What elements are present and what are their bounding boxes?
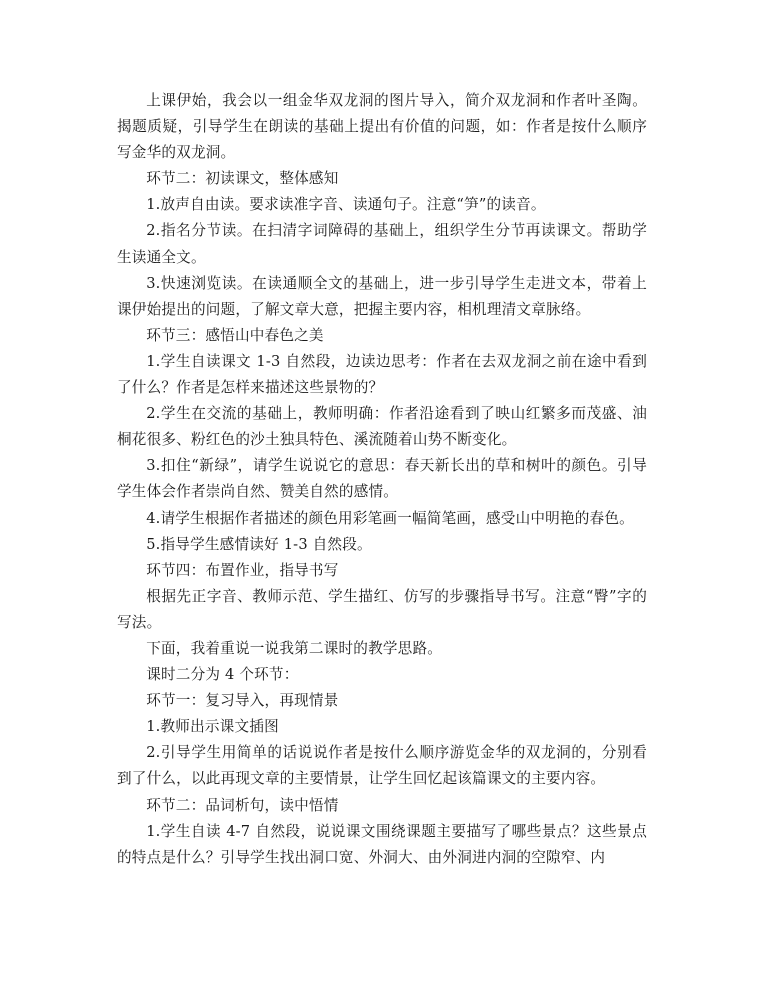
paragraph: 3.快速浏览读。在读通顺全文的基础上，进一步引导学生走进文本，带着上课伊始提出的问题，了解文章大意，把握主要内容，相机理清文章脉络。 <box>117 274 647 318</box>
paragraph: 上课伊始，我会以一组金华双龙洞的图片导入，简介双龙洞和作者叶圣陶。揭题质疑，引导学生在朗读的基础上提出有价值的问题，如：作者是按什么顺序写金华的双龙洞。 <box>117 92 647 162</box>
document-body <box>117 88 647 871</box>
paragraph: 4.请学生根据作者描述的颜色用彩笔画一幅简笔画，感受山中明艳的春色。 <box>146 509 634 527</box>
paragraph: 1.放声自由读。要求读准字音、读通句子。注意“笋”的读音。 <box>146 196 546 214</box>
paragraph: 3.扣住“新绿”，请学生说说它的意思：春天新长出的草和树叶的颜色。引导学生体会作者崇尚自然、赞美自然的感情。 <box>117 457 647 501</box>
section-heading: 环节二：品词析句，读中悟情 <box>146 796 339 814</box>
paragraph: 2.指名分节读。在扫清字词障碍的基础上，组织学生分节再读课文。帮助学生读通全文。 <box>117 222 647 266</box>
section-heading: 环节四：布置作业，指导书写 <box>146 561 339 579</box>
paragraph: 1.学生自读 4-7 自然段，说说课文围绕课题主要描写了哪些景点？这些景点的特点是什么？引导学生找出洞口宽、外洞大、由外洞进内洞的空隙窄、内 <box>117 822 647 866</box>
paragraph: 课时二分为 4 个环节： <box>146 666 299 684</box>
paragraph: 1.学生自读课文 1-3 自然段，边读边思考：作者在去双龙洞之前在途中看到了什么？作者是怎样来描述这些景物的？ <box>117 352 647 397</box>
section-heading: 环节三：感悟山中春色之美 <box>146 326 324 344</box>
paragraph: 1.教师出示课文插图 <box>146 718 279 736</box>
paragraph: 根据先正字音、教师示范、学生描红、仿写的步骤指导书写。注意“臀”字的写法。 <box>117 587 647 631</box>
paragraph: 下面，我着重说一说我第二课时的教学思路。 <box>146 639 443 657</box>
paragraph: 2.学生在交流的基础上，教师明确：作者沿途看到了映山红繁多而茂盛、油桐花很多、粉红色的沙土独具特色、溪流随着山势不断变化。 <box>117 405 647 449</box>
section-heading: 环节二：初读课文，整体感知 <box>146 170 339 188</box>
paragraph: 5.指导学生感情读好 1-3 自然段。 <box>146 535 372 553</box>
section-heading: 环节一：复习导入，再现情景 <box>146 692 339 710</box>
paragraph: 2.引导学生用简单的话说说作者是按什么顺序游览金华的双龙洞的，分别看到了什么，以此再现文章的主要情景，让学生回忆起该篇课文的主要内容。 <box>117 744 647 788</box>
